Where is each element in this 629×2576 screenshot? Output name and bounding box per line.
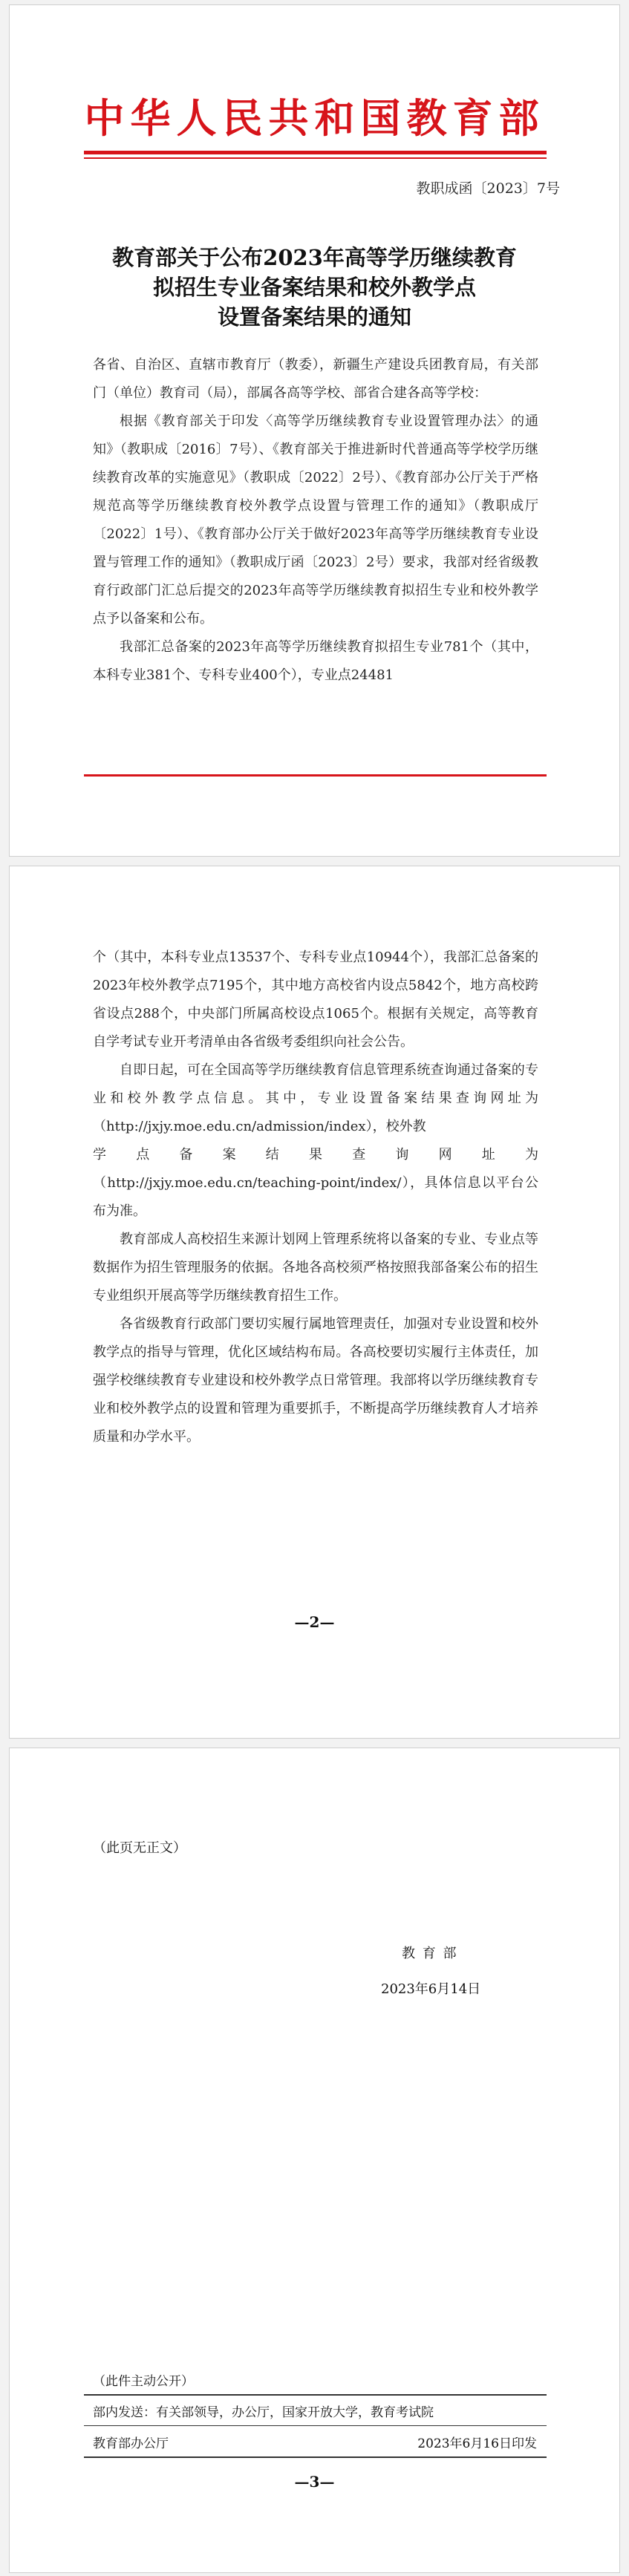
body-paragraph: 各省级教育行政部门要切实履行属地管理责任，加强对专业设置和校外教学点的指导与管理，优化区域结构布局。各高校要切实履行主体责任，加强学校继续教育专业建设和校外教学点日常管理。我部将以学历继续教育专业和校外教学点的设置和管理为重要抓手，不断提高学历继续教育人才培养质量和办学水平。 xyxy=(93,1316,538,1445)
signing-organization: 教 育 部 xyxy=(402,1946,458,1961)
document-number: 教职成函〔2023〕7号 xyxy=(416,180,560,197)
header-red-rule xyxy=(84,151,547,154)
body-paragraph: 教育部成人高校招生来源计划网上管理系统将以备案的专业、专业点等数据作为招生管理服务的依据。各地各高校须严格按照我部备案公布的招生专业组织开展高等学历继续教育招生工作。 xyxy=(93,1232,538,1304)
addressee-paragraph: 各省、自治区、直辖市教育厅（教委），新疆生产建设兵团教育局，有关部门（单位）教育司（局），部属各高等学校、部省合建各高等学校： xyxy=(93,357,538,401)
signing-date: 2023年6月14日 xyxy=(381,1981,481,1997)
distribution-top-rule xyxy=(84,2394,547,2396)
page-number: —3— xyxy=(294,2473,335,2491)
issuing-row xyxy=(93,2433,537,2451)
document-title xyxy=(54,243,575,332)
distribution-list: 部内发送：有关部领导，办公厅，国家开放大学，教育考试院 xyxy=(93,2405,434,2420)
body-paragraph: 个（其中，本科专业点13537个、专科专业点10944个），我部汇总备案的2023年校外教学点7195个，其中地方高校省内设点5842个，地方高校跨省设点288个，中央部门所属高校设点1065个。根据有关规定，高等教育自学考试专业开考清单由各省级考委组织向社会公告。 xyxy=(93,949,538,1050)
document-page-2 xyxy=(9,866,620,1739)
document-title-line: 拟招生专业备案结果和校外教学点 xyxy=(152,275,476,300)
body-paragraph: 根据《教育部关于印发〈高等学历继续教育专业设置管理办法〉的通知》（教职成〔2016〕7号）、《教育部关于推进新时代普通高等学校学历继续教育改革的实施意见》（教职成〔2022〕2号）、《教育部办公厅关于严格规范高等学历继续教育校外教学点设置与管理工作的通知》（教职成厅〔2022〕1号）、《教育部办公厅关于做好2023年高等学历继续教育专业设置与管理工作的通知》（教职成厅函〔2023〕2号）要求，我部对经省级教育行政部门汇总后提交的2023年高等学历继续教育拟招生专业和校外教学点予以备案和公布。 xyxy=(93,413,538,627)
footer-red-rule xyxy=(84,774,547,777)
page-number: —2— xyxy=(294,1613,335,1631)
issuing-office: 教育部办公厅 xyxy=(93,2436,169,2451)
document-title-line: 设置备案结果的通知 xyxy=(217,304,411,330)
document-page-1 xyxy=(9,4,620,857)
header-red-rule-thin xyxy=(84,157,547,159)
document-title-line: 教育部关于公布2023年高等学历继续教育 xyxy=(112,245,517,270)
print-date: 2023年6月16日印发 xyxy=(417,2436,537,2451)
body-paragraph-justified-line: 学点备案结果查询网址为 xyxy=(93,1147,538,1163)
distribution-bottom-rule xyxy=(84,2456,547,2458)
body-paragraph: 自即日起，可在全国高等学历继续教育信息管理系统查询通过备案的专业和校外教学点信息。其中，专业设置备案结果查询网址为（http://jxjy.moe.edu.cn/admission/index），校外教 xyxy=(93,1062,538,1134)
body-paragraph: （http://jxjy.moe.edu.cn/teaching-point/index/），具体信息以平台公布为准。 xyxy=(93,1175,538,1219)
ministry-header-title: 中华人民共和国教育部 xyxy=(84,94,545,142)
document-page-3 xyxy=(9,1748,620,2573)
public-release-note: （此件主动公开） xyxy=(93,2374,194,2389)
body-paragraph: 我部汇总备案的2023年高等学历继续教育拟招生专业781个（其中，本科专业381个、专科专业400个），专业点24481 xyxy=(93,639,538,683)
page2-body xyxy=(93,944,538,1451)
blank-page-note: （此页无正文） xyxy=(93,1840,186,1856)
page1-body xyxy=(93,351,538,690)
distribution-middle-rule xyxy=(84,2425,547,2426)
